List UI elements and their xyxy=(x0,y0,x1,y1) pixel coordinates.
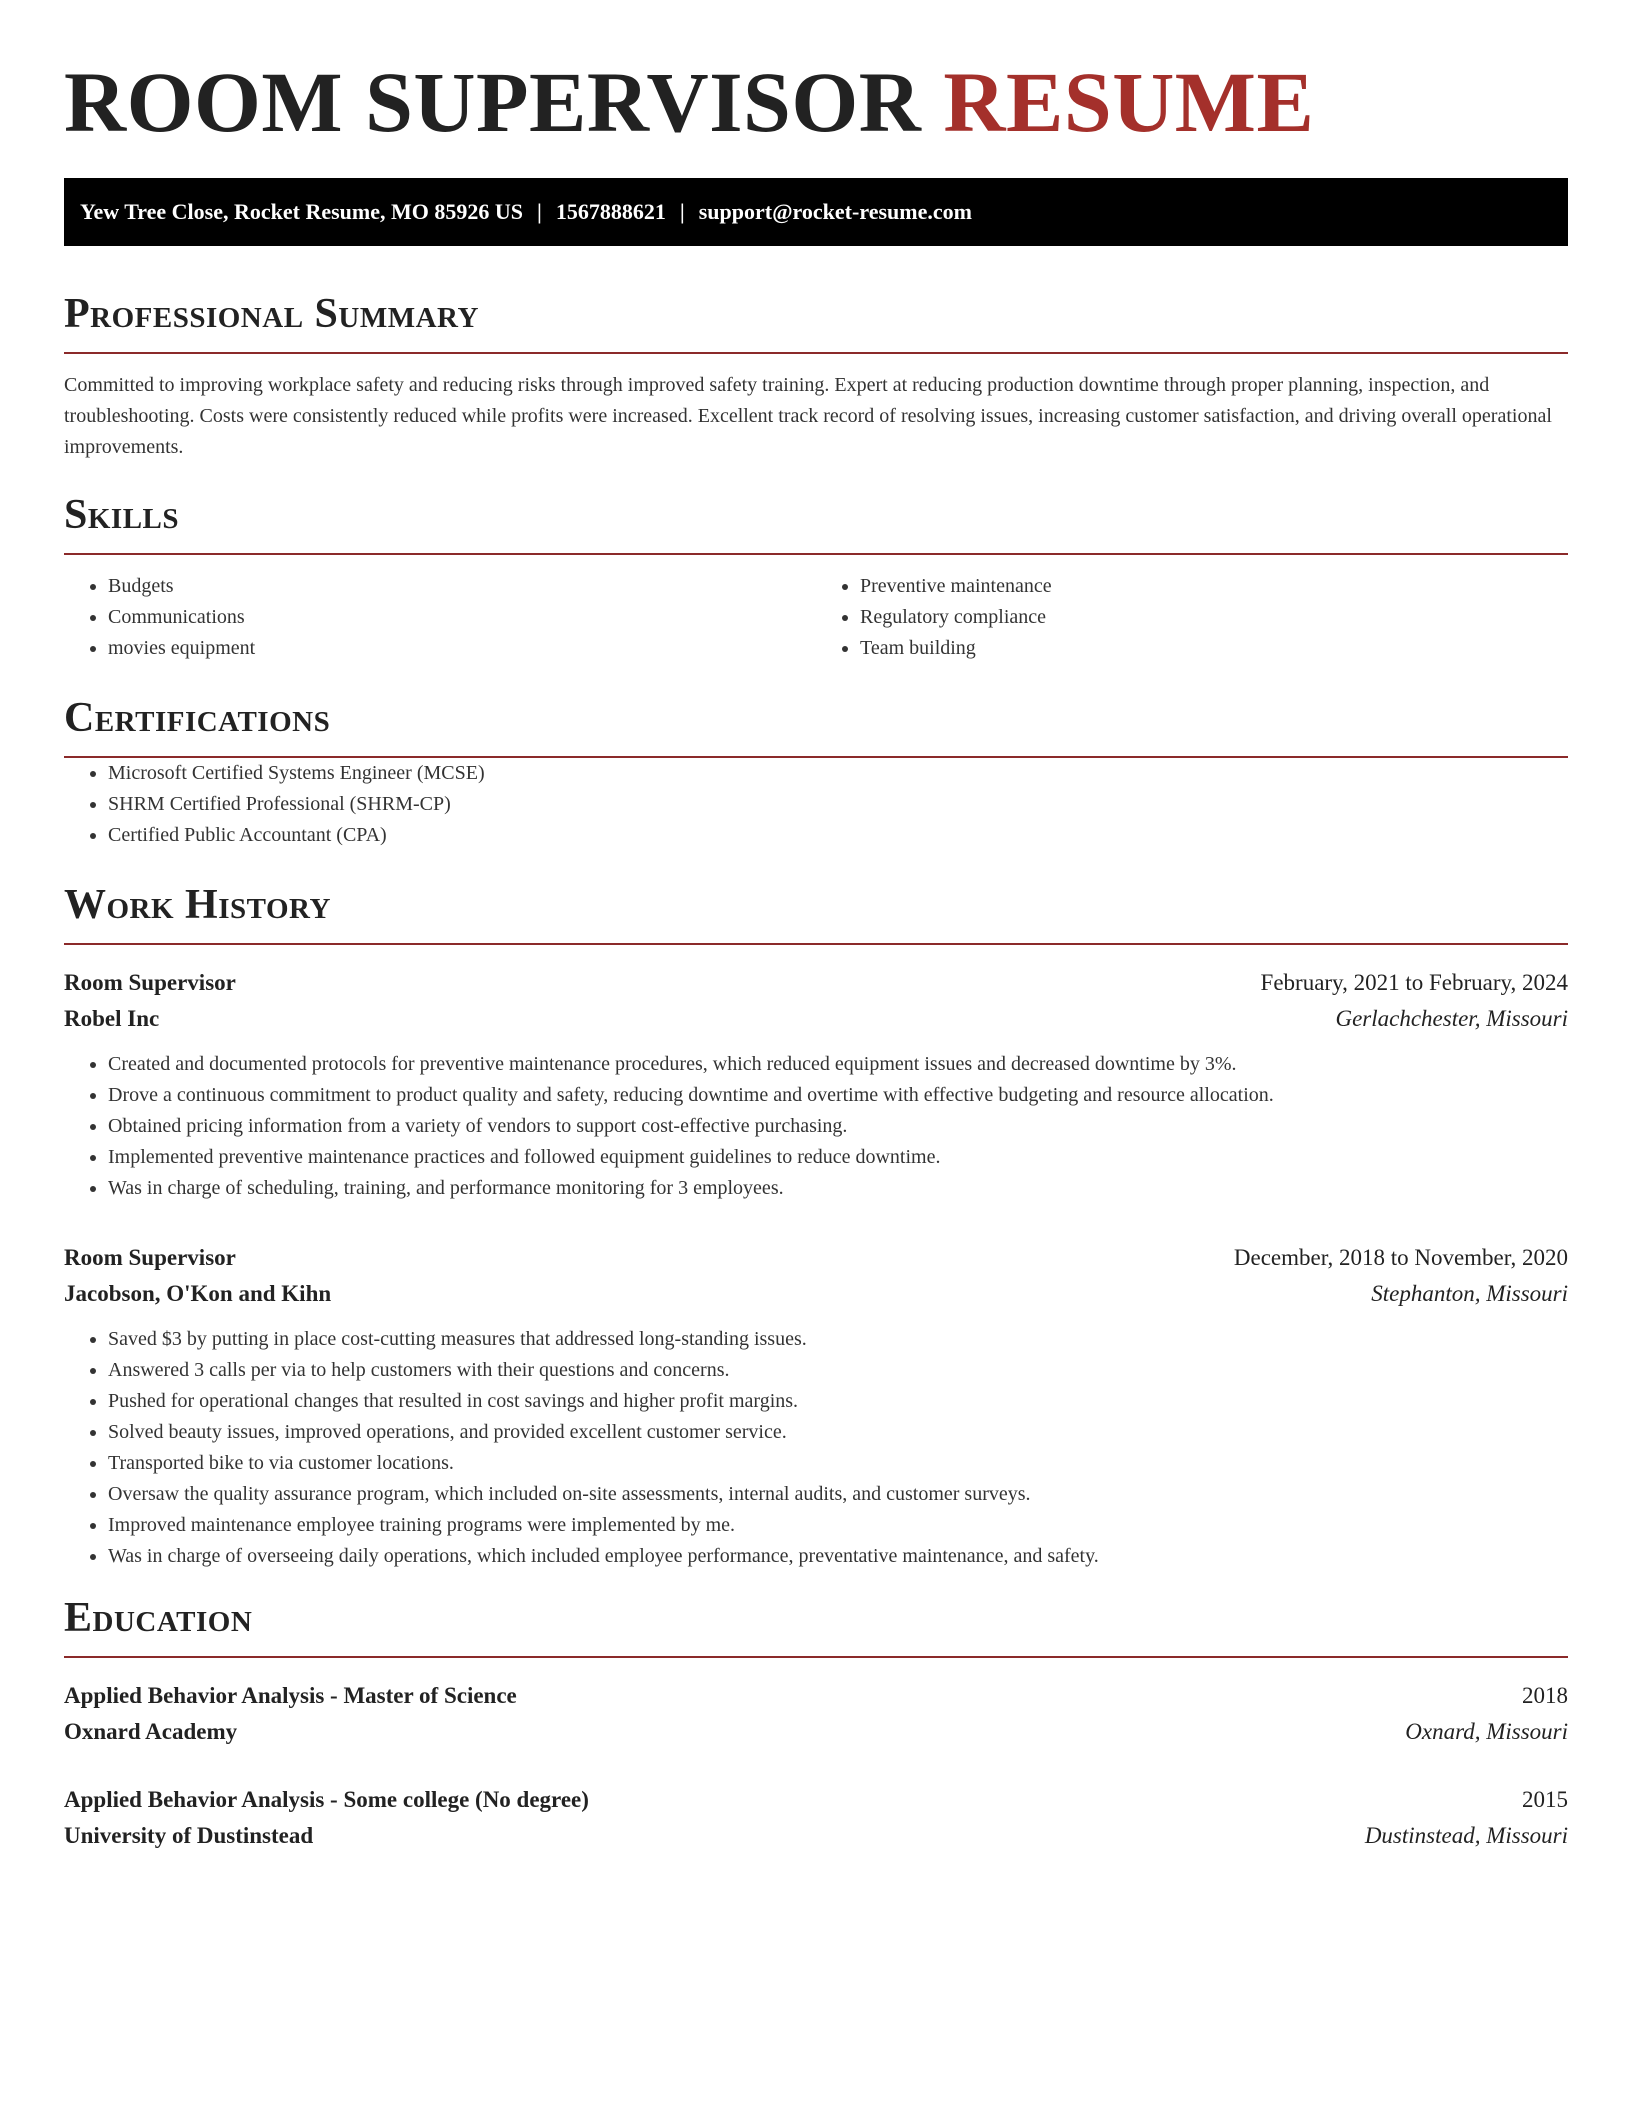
contact-phone: 1567888621 xyxy=(555,199,666,224)
skills-list-left xyxy=(64,571,816,664)
section-heading-skills: Skills xyxy=(64,489,1568,555)
job-company: Jacobson, O'Kon and Kihn xyxy=(64,1281,332,1306)
job-dates: February, 2021 to February, 2024 xyxy=(1260,970,1568,995)
job-bullet: • Solved beauty issues, improved operations, and provided excellent customer service. xyxy=(108,1417,1568,1448)
education-school-row xyxy=(64,1818,1568,1854)
section-heading-certifications: Certifications xyxy=(64,692,1568,758)
job-header-row xyxy=(64,1240,1568,1276)
job-bullet: • Implemented preventive maintenance practices and followed equipment guidelines to reduce downtime. xyxy=(108,1142,1568,1173)
contact-email: support@rocket-resume.com xyxy=(698,199,972,224)
education-school: Oxnard Academy xyxy=(64,1719,238,1744)
education-school-row xyxy=(64,1714,1568,1750)
education-location: Dustinstead, Missouri xyxy=(1364,1823,1568,1848)
skills-column-left xyxy=(64,571,816,664)
job-title: Room Supervisor xyxy=(64,1245,236,1270)
skills-columns xyxy=(64,571,1568,664)
skill-item: • movies equipment xyxy=(108,633,816,664)
skill-item: • Budgets xyxy=(108,571,816,602)
job-company-row xyxy=(64,1276,1568,1312)
education-degree: Applied Behavior Analysis - Master of Science xyxy=(64,1683,517,1708)
job-company-row xyxy=(64,1001,1568,1037)
job-entry xyxy=(64,965,1568,1204)
certification-item: • Microsoft Certified Systems Engineer (MCSE) xyxy=(108,758,1568,789)
job-title: Room Supervisor xyxy=(64,970,236,995)
skill-item: • Preventive maintenance xyxy=(860,571,1568,602)
resume-title xyxy=(64,52,1568,152)
job-location: Gerlachchester, Missouri xyxy=(1335,1006,1568,1031)
skill-item: • Regulatory compliance xyxy=(860,602,1568,633)
education-school: University of Dustinstead xyxy=(64,1823,314,1848)
job-bullet: • Created and documented protocols for preventive maintenance procedures, which reduced equipment issues and decreased downtime by 3%. xyxy=(108,1049,1568,1080)
education-entry xyxy=(64,1678,1568,1750)
certifications-list xyxy=(64,758,1568,851)
education-degree-row xyxy=(64,1678,1568,1714)
job-bullets xyxy=(64,1324,1568,1572)
job-bullet: • Oversaw the quality assurance program, which included on-site assessments, internal audits, and customer surveys. xyxy=(108,1479,1568,1510)
education-entry xyxy=(64,1782,1568,1854)
contact-bar xyxy=(64,178,1568,246)
education-year: 2015 xyxy=(1522,1787,1568,1812)
job-bullet: • Saved $3 by putting in place cost-cutting measures that addressed long-standing issues. xyxy=(108,1324,1568,1355)
contact-separator: | xyxy=(537,199,542,224)
job-bullet: • Answered 3 calls per via to help customers with their questions and concerns. xyxy=(108,1355,1568,1386)
contact-address: Yew Tree Close, Rocket Resume, MO 85926 US xyxy=(80,199,523,224)
job-bullets xyxy=(64,1049,1568,1204)
job-bullet: • Pushed for operational changes that resulted in cost savings and higher profit margins. xyxy=(108,1386,1568,1417)
section-heading-education: Education xyxy=(64,1592,1568,1658)
title-accent: RESUME xyxy=(943,54,1315,150)
job-bullet: • Was in charge of overseeing daily operations, which included employee performance, preventative maintenance, and safety. xyxy=(108,1541,1568,1572)
skills-list-right xyxy=(816,571,1568,664)
summary-text: Committed to improving workplace safety and reducing risks through improved safety training. Expert at reducing production downtime through proper planning, inspection, and troubleshooting. Costs were consistently reduced while profits were increased. Excellent track record of resolving issues, increasing customer satisfaction, and driving overall operational improvements. xyxy=(64,374,1552,458)
certification-item: • Certified Public Accountant (CPA) xyxy=(108,820,1568,851)
education-year: 2018 xyxy=(1522,1683,1568,1708)
job-bullet: • Improved maintenance employee training programs were implemented by me. xyxy=(108,1510,1568,1541)
contact-separator: | xyxy=(679,199,685,224)
education-degree-row xyxy=(64,1782,1568,1818)
job-bullet: • Obtained pricing information from a variety of vendors to support cost-effective purchasing. xyxy=(108,1111,1568,1142)
job-dates: December, 2018 to November, 2020 xyxy=(1233,1245,1568,1270)
job-entry xyxy=(64,1240,1568,1572)
education-location: Oxnard, Missouri xyxy=(1405,1719,1568,1744)
job-bullet: • Was in charge of scheduling, training, and performance monitoring for 3 employees. xyxy=(108,1173,1568,1204)
skills-column-right xyxy=(816,571,1568,664)
certification-item: • SHRM Certified Professional (SHRM-CP) xyxy=(108,789,1568,820)
job-bullet: • Drove a continuous commitment to product quality and safety, reducing downtime and overtime with effective budgeting and resource allocation. xyxy=(108,1080,1568,1111)
job-bullet: • Transported bike to via customer locations. xyxy=(108,1448,1568,1479)
job-location: Stephanton, Missouri xyxy=(1371,1281,1568,1306)
job-header-row xyxy=(64,965,1568,1001)
title-main: ROOM SUPERVISOR xyxy=(64,54,922,150)
job-company: Robel Inc xyxy=(64,1006,160,1031)
skill-item: • Communications xyxy=(108,602,816,633)
skill-item: • Team building xyxy=(860,633,1568,664)
education-degree: Applied Behavior Analysis - Some college (No degree) xyxy=(64,1787,589,1812)
section-heading-summary: Professional Summary xyxy=(64,288,1568,354)
section-heading-work-history: Work History xyxy=(64,879,1568,945)
